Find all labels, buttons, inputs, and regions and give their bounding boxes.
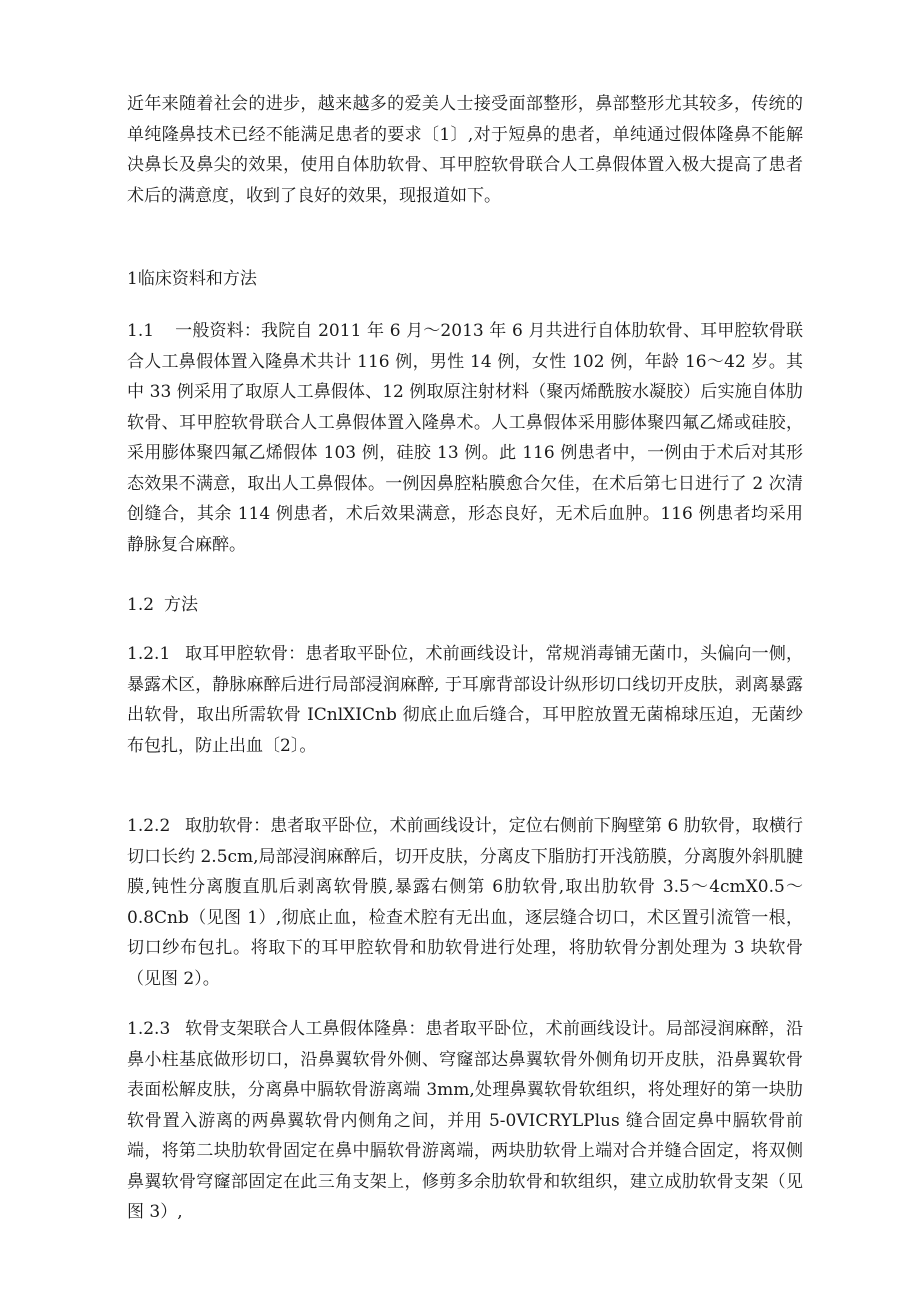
section-1-2-number: 1.2: [127, 595, 155, 615]
section-1-2-heading: [127, 590, 198, 620]
section-1-2-1-text: 取耳甲腔软骨：患者取平卧位，术前画线设计，常规消毒铺无菌巾，头偏向一侧，暴露术区，静脉麻醉后进行局部浸润麻醉, 于耳廓背部设计纵形切口线切开皮肤，剥离暴露出软骨，取出所需软骨 ICnlXICnb 彻底止血后缝合，耳甲腔放置无菌棉球压迫，无菌纱布包扎，防止出血〔2〕。: [127, 644, 803, 756]
section-1-2-2-text: 取肋软骨：患者取平卧位，术前画线设计，定位右侧前下胸壁第 6 肋软骨，取横行切口长约 2.5cm,局部浸润麻醉后，切开皮肤，分离皮下脂肪打开浅筋膜，分离腹外斜肌腱膜,钝性分离腹直肌后剥离软骨膜,暴露右侧第 6肋软骨,取出肋软骨 3.5～4cmX0.5～0.8Cnb（见图 1）,彻底止血，检查术腔有无出血，逐层缝合切口，术区置引流管一根，切口纱布包扎。将取下的耳甲腔软骨和肋软骨进行处理，将肋软骨分割处理为 3 块软骨（见图 2）。: [127, 816, 803, 989]
section-1-1-text: 一般资料：我院自 2011 年 6 月～2013 年 6 月共进行自体肋软骨、耳甲腔软骨联合人工鼻假体置入隆鼻术共计 116 例，男性 14 例，女性 102 例，年龄 16～42 岁。其中 33 例采用了取原人工鼻假体、12 例取原注射材料（聚丙烯酰胺水凝胶）后实施自体肋软骨、耳甲腔软骨联合人工鼻假体置入隆鼻术。人工鼻假体采用膨体聚四氟乙烯或硅胶，采用膨体聚四氟乙烯假体 103 例，硅胶 13 例。此 116 例患者中，一例由于术后对其形态效果不满意，取出人工鼻假体。一例因鼻腔粘膜愈合欠佳，在术后第七日进行了 2 次清创缝合，其余 114 例患者，术后效果满意，形态良好，无术后血肿。116 例患者均采用静脉复合麻醉。: [127, 321, 803, 555]
section-1-2-title: 方法: [164, 595, 198, 615]
intro-paragraph: 近年来随着社会的进步，越来越多的爱美人士接受面部整形，鼻部整形尤其较多，传统的单纯隆鼻技术已经不能满足患者的要求〔1〕,对于短鼻的患者，单纯通过假体隆鼻不能解决鼻长及鼻尖的效果，使用自体肋软骨、耳甲腔软骨联合人工鼻假体置入极大提高了患者术后的满意度，收到了良好的效果，现报道如下。: [127, 94, 803, 206]
section-1-2-1-number: 1.2.1: [127, 644, 171, 664]
section-1-2-3-paragraph: [127, 1014, 803, 1228]
section-1-2-3-text: 软骨支架联合人工鼻假体隆鼻：患者取平卧位，术前画线设计。局部浸润麻醉，沿鼻小柱基底做形切口，沿鼻翼软骨外侧、穹窿部达鼻翼软骨外侧角切开皮肤，沿鼻翼软骨表面松解皮肤，分离鼻中膈软骨游离端 3mm,处理鼻翼软骨软组织，将处理好的第一块肋软骨置入游离的两鼻翼软骨内侧角之间，并用 5-0VICRYLPlus 缝合固定鼻中膈软骨前端，将第二块肋软骨固定在鼻中膈软骨游离端，两块肋软骨上端对合并缝合固定，将双侧鼻翼软骨穹窿部固定在此三角支架上，修剪多余肋软骨和软组织，建立成肋软骨支架（见图 3）,: [127, 1019, 803, 1222]
section-1-2-2-paragraph: [127, 811, 803, 994]
section-1-2-3-number: 1.2.3: [127, 1019, 171, 1039]
section-1-1-number: 1.1: [127, 321, 155, 341]
section-1-1-paragraph: [127, 316, 803, 560]
section-1-2-1-paragraph: [127, 639, 803, 761]
section-1-heading: 1临床资料和方法: [127, 269, 257, 289]
section-1-2-2-number: 1.2.2: [127, 816, 171, 836]
